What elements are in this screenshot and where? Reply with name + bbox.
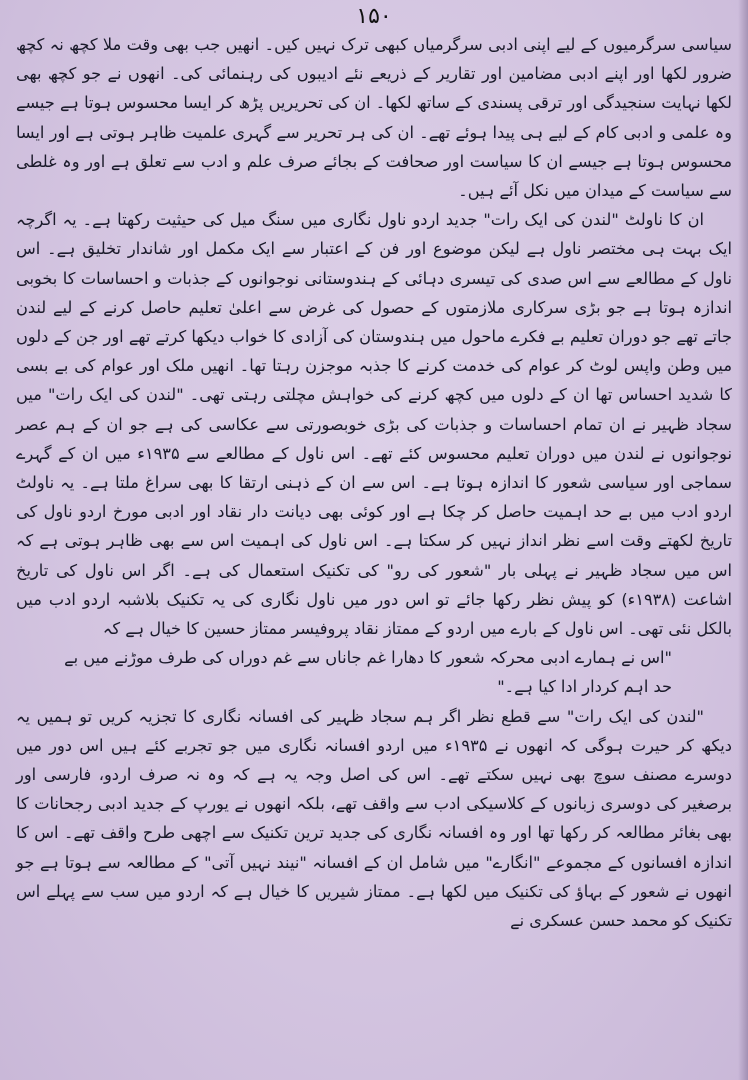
page-edge-shadow [738,0,748,1080]
paragraph-2: ان کا ناولٹ "لندن کی ایک رات" جدید اردو ناول نگاری میں سنگ میل کی حیثیت رکھتا ہے۔ یہ اگرچہ ایک بہت ہی مختصر ناول ہے لیکن موضوع اور فن کے اعتبار سے ایک مکمل اور شاندار تخلیق ہے۔ اس ناول کے مطالعے سے اس صدی کی تیسری دہائی کے ہندوستانی نوجوانوں کے جذبات و احساسات کا بخوبی اندازہ ہوتا ہے جو بڑی سرکاری ملازمتوں کے حصول کی غرض سے اعلیٰ تعلیم حاصل کرنے کے لیے لندن جاتے تھے جو دوران تعلیم بے فکرے ماحول میں ہندوستان کی آزادی کا خواب دیکھا کرتے تھے اور جن کے دلوں میں وطن واپس لوٹ کر عوام کی خدمت کرنے کا جذبہ موجزن رہتا تھا۔ انھیں ملک اور عوام کی بے بسی کا شدید احساس تھا ان کے دلوں میں کچھ کرنے کی خواہش مچلتی رہتی تھی۔ "لندن کی ایک رات" میں سجاد ظہیر نے ان تمام احساسات و جذبات کی بڑی خوبصورتی سے عکاسی کی ہے جو ان کے ہم عصر نوجوانوں نے لندن میں دوران تعلیم محسوس کئے تھے۔ اس ناول کے مطالعے سے ۱۹۳۵ء میں ان کے گہرے سماجی اور سیاسی شعور کا اندازہ ہوتا ہے۔ اس سے ان کے ذہنی ارتقا کا بھی سراغ ملتا ہے۔ یہ ناولٹ اردو ادب میں بے حد اہمیت حاصل کر چکا ہے اور کوئی بھی دیانت دار نقاد اور ادبی مورخ اردو ناول کی تاریخ لکھتے وقت اسے نظر انداز نہیں کر سکتا ہے۔ اس ناول کی اہمیت اس سے بھی ظاہر ہوتی ہے کہ اس میں سجاد ظہیر نے پہلی بار "شعور کی رو" کی تکنیک استعمال کی ہے۔ اگر اس ناول کی تاریخ اشاعت (۱۹۳۸ء) کو پیش نظر رکھا جائے تو اس دور میں ناول نگاری کی یہ تکنیک بلاشبہ اردو ادب میں بالکل نئی تھی۔ اس ناول کے بارے میں اردو کے ممتاز نقاد پروفیسر ممتاز حسین کا خیال ہے کہ [16,210,732,639]
paragraph-1: سیاسی سرگرمیوں کے لیے اپنی ادبی سرگرمیاں کبھی ترک نہیں کیں۔ انھیں جب بھی وقت ملا کچھ نہ کچھ ضرور لکھا اور اپنے ادبی مضامین اور تقاریر کے ذریعے نئے ادیبوں کی رہنمائی کی۔ انھوں نے جو کچھ بھی لکھا نہایت سنجیدگی اور ترقی پسندی کے ساتھ لکھا۔ ان کی تحریریں پڑھ کر ایسا محسوس ہوتا ہے جیسے وہ علمی و ادبی کام کے لیے ہی پیدا ہوئے تھے۔ ان کی ہر تحریر سے گہری علمیت ظاہر ہوتی ہے اور ایسا محسوس ہوتا ہے جیسے ان کا سیاست اور صحافت کے بجائے صرف علم و ادب سے تعلق ہے اور وہ غلطی سے سیاست کے میدان میں نکل آئے ہیں۔ [16,35,732,201]
block-quote: "اس نے ہمارے ادبی محرکہ شعور کا دھارا غم جاناں سے غم دوراں کی طرف موڑنے میں بے حد اہم کردار ادا کیا ہے۔" [64,648,672,697]
page-number: ۱۵۰ [356,4,392,29]
paragraph-3: "لندن کی ایک رات" سے قطع نظر اگر ہم سجاد ظہیر کی افسانہ نگاری کا تجزیہ کریں تو ہمیں یہ دیکھ کر حیرت ہوگی کہ انھوں نے ۱۹۳۵ء میں اردو افسانہ نگاری میں جو تجربے کئے ہیں اس دور میں دوسرے مصنف سوچ بھی نہیں سکتے تھے۔ اس کی اصل وجہ یہ ہے کہ وہ نہ صرف اردو، فارسی اور برصغیر کی دوسری زبانوں کے کلاسیکی ادب سے واقف تھے، بلکہ انھوں نے یورپ کے جدید ادبی رجحانات کا بھی بغائر مطالعہ کر رکھا تھا اور وہ افسانہ نگاری کی جدید ترین تکنیک سے اچھی طرح واقف تھے۔ اس کا اندازہ افسانوں کے مجموعے "انگارے" میں شامل ان کے افسانہ "نیند نہیں آتی" کے مطالعہ سے ہوتا ہے جو انھوں نے شعور کے بہاؤ کی تکنیک میں لکھا ہے۔ ممتاز شیریں کا خیال ہے کہ اردو میں سب سے پہلے اس تکنیک کو محمد حسن عسکری نے [16,706,732,931]
